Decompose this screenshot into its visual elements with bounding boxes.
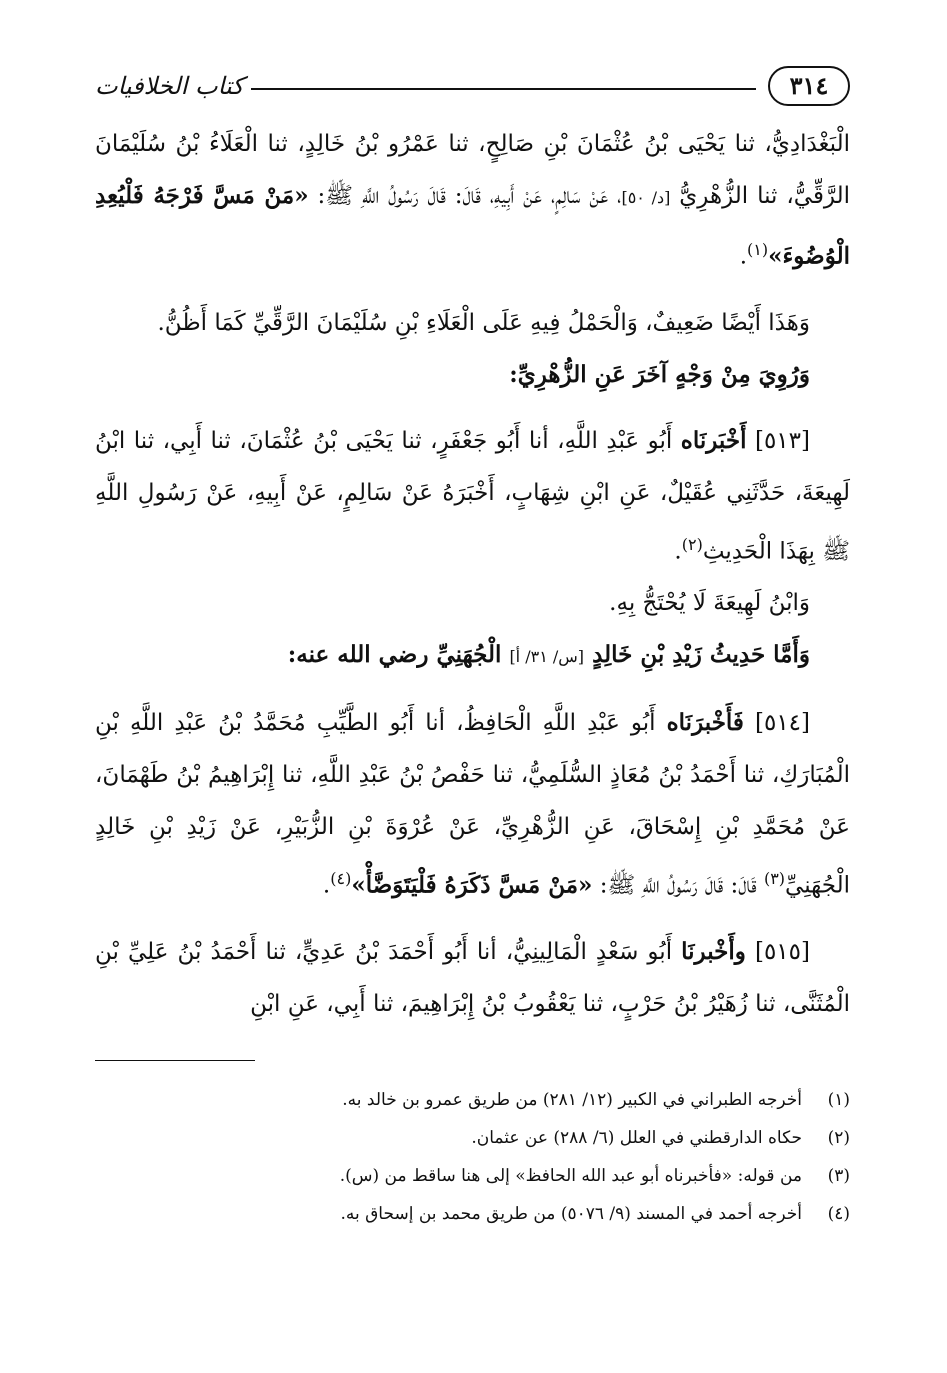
footnote [95, 1157, 850, 1195]
narration-lead: أَخْبَرنَاه [680, 426, 747, 454]
hadith-513 [95, 415, 850, 578]
footnote-number: (١) [827, 1089, 850, 1110]
section-heading [95, 629, 850, 683]
header-rule [251, 88, 756, 90]
isnad-text-b: قَالَ: قَالَ رَسُولُ اللَّهِ ﷺ: [599, 872, 757, 899]
paragraph-continuation [95, 118, 850, 283]
isnad-text: الْبَغْدَادِيُّ، ثنا يَحْيَى بْنُ عُثْمَانَ بْنِ صَالِحٍ، ثنا عَمْرُو بْنُ خَالِدٍ، ثنا الْعَلَاءُ بْنُ سُلَيْمَانَ الرَّقِّيُّ، ثنا الزُّهْرِيُّ [95, 131, 851, 209]
isnad-text: أَبُو عَبْدِ اللَّهِ الْحَافِظُ، أنا أَبُو الطَّيِّبِ مُحَمَّدُ بْنُ عَبْدِ اللَّهِ بْنِ الْمُبَارَكِ، ثنا أَحْمَدُ بْنُ مُعَاذٍ السُّلَمِيُّ، ثنا حَفْصُ بْنُ عَبْدِ اللَّهِ، ثنا إِبْرَاهِيمُ بْنُ طَهْمَانَ، عَنْ مُحَمَّدِ بْنِ إِسْحَاقَ، عَنِ الزُّهْرِيِّ، عَنْ عُرْوَةَ بْنِ الزُّبَيْرِ، عَنْ زَيْدِ بْنِ خَالِدٍ الْجُهَنِيِّ [95, 710, 850, 899]
footnote-marker: (١) [747, 240, 769, 259]
commentary-paragraph: وَهَذَا أَيْضًا ضَعِيفٌ، وَالْحَمْلُ فِيهِ عَلَى الْعَلَاءِ بْنِ سُلَيْمَانَ الرَّقِّيِّ كَمَا أَظُنُّ. [157, 309, 810, 336]
footnote-marker: (٤) [330, 869, 352, 889]
section-heading: وَرُوِيَ مِنْ وَجْهٍ آخَرَ عَنِ الزُّهْرِيِّ: [509, 360, 810, 388]
footnote-text: حكاه الدارقطني في العلل (٦/ ٢٨٨) عن عثمان. [471, 1127, 802, 1148]
footnote-marker: (٢) [681, 534, 703, 554]
footnote-text: من قوله: «فأخبرناه أبو عبد الله الحافظ» إلى هنا ساقط من (س). [339, 1165, 802, 1186]
manuscript-ref: [س/ ٣١/ أ] [509, 647, 585, 667]
period: . [674, 538, 682, 565]
hadith-number: [٥١٥] [754, 938, 810, 965]
hadith-number: [٥١٣] [754, 427, 810, 454]
commentary-paragraph: وَابْنُ لَهِيعَةَ لَا يُحْتَجُّ بِهِ. [609, 590, 810, 617]
footnote-number: (٣) [827, 1165, 850, 1186]
manuscript-ref: [د/ ٥٠] [621, 188, 671, 207]
footnotes [95, 1081, 850, 1233]
footnote-divider [95, 1060, 255, 1061]
main-text [95, 118, 850, 1030]
period: . [322, 872, 331, 899]
heading-text-b: الْجُهَنِيِّ رضي الله عنه: [287, 641, 502, 669]
hadith-quote: «مَنْ مَسَّ فَرْجَهُ فَلْيُعِدِ الْوُضُوءَ» [95, 182, 850, 270]
isnad-text-b: ، عَنْ سَالِمٍ، عَنْ أَبِيهِ، قَالَ: قَالَ رَسُولُ اللَّهِ ﷺ: [317, 183, 622, 209]
page-header [95, 60, 850, 118]
isnad-text: أَبُو سَعْدٍ الْمَالِينِيُّ، أنا أَبُو أَحْمَدَ بْنُ عَدِيٍّ، ثنا أَحْمَدُ بْنُ عَلِيِّ بْنِ الْمُثَنَّى، ثنا زُهَيْرُ بْنُ حَرْبٍ، ثنا يَعْقُوبُ بْنُ إِبْرَاهِيمَ، ثنا أَبِي، عَنِ ابْنِ [95, 938, 850, 1017]
book-title: كتاب الخلافيات [95, 72, 244, 100]
footnote [95, 1119, 850, 1157]
period: . [739, 243, 748, 270]
narration-lead: فَأَخْبرَنَاه [666, 709, 744, 737]
footnote-number: (٤) [827, 1203, 850, 1224]
footnote-text: أخرجه أحمد في المسند (٩/ ٥٠٧٦) من طريق محمد بن إسحاق به. [340, 1203, 802, 1224]
hadith-515 [95, 926, 850, 1030]
footnote-text: أخرجه الطبراني في الكبير (١٢/ ٢٨١) من طريق عمرو بن خالد به. [342, 1089, 802, 1110]
hadith-quote: «مَنْ مَسَّ ذَكَرَهُ فَلْيَتَوَضَّأْ» [351, 871, 593, 899]
isnad-text: أَبُو عَبْدِ اللَّهِ، أنا أَبُو جَعْفَرٍ، ثنا يَحْيَى بْنُ عُثْمَانَ، ثنا أَبِي، ثنا ابْنُ لَهِيعَةَ، حَدَّثَنِي عُقَيْلٌ، عَنِ ابْنِ شِهَابٍ، أَخْبَرَهُ عَنْ سَالِمٍ، عَنْ أَبِيهِ، عَنْ رَسُولِ اللَّهِ ﷺ بِهَذَا الْحَدِيثِ [95, 427, 850, 565]
footnote [95, 1195, 850, 1233]
heading-text: وَأَمَّا حَدِيثُ زَيْدِ بْنِ خَالِدٍ [592, 641, 810, 669]
footnote-marker: (٣) [763, 869, 786, 889]
page-number: ٣١٤ [768, 66, 850, 106]
hadith-514 [95, 697, 850, 912]
hadith-number: [٥١٤] [754, 710, 811, 737]
book-page [95, 60, 850, 1233]
footnote [95, 1081, 850, 1119]
footnote-number: (٢) [827, 1127, 850, 1148]
narration-lead: وأَخْبرنَا [681, 937, 746, 965]
